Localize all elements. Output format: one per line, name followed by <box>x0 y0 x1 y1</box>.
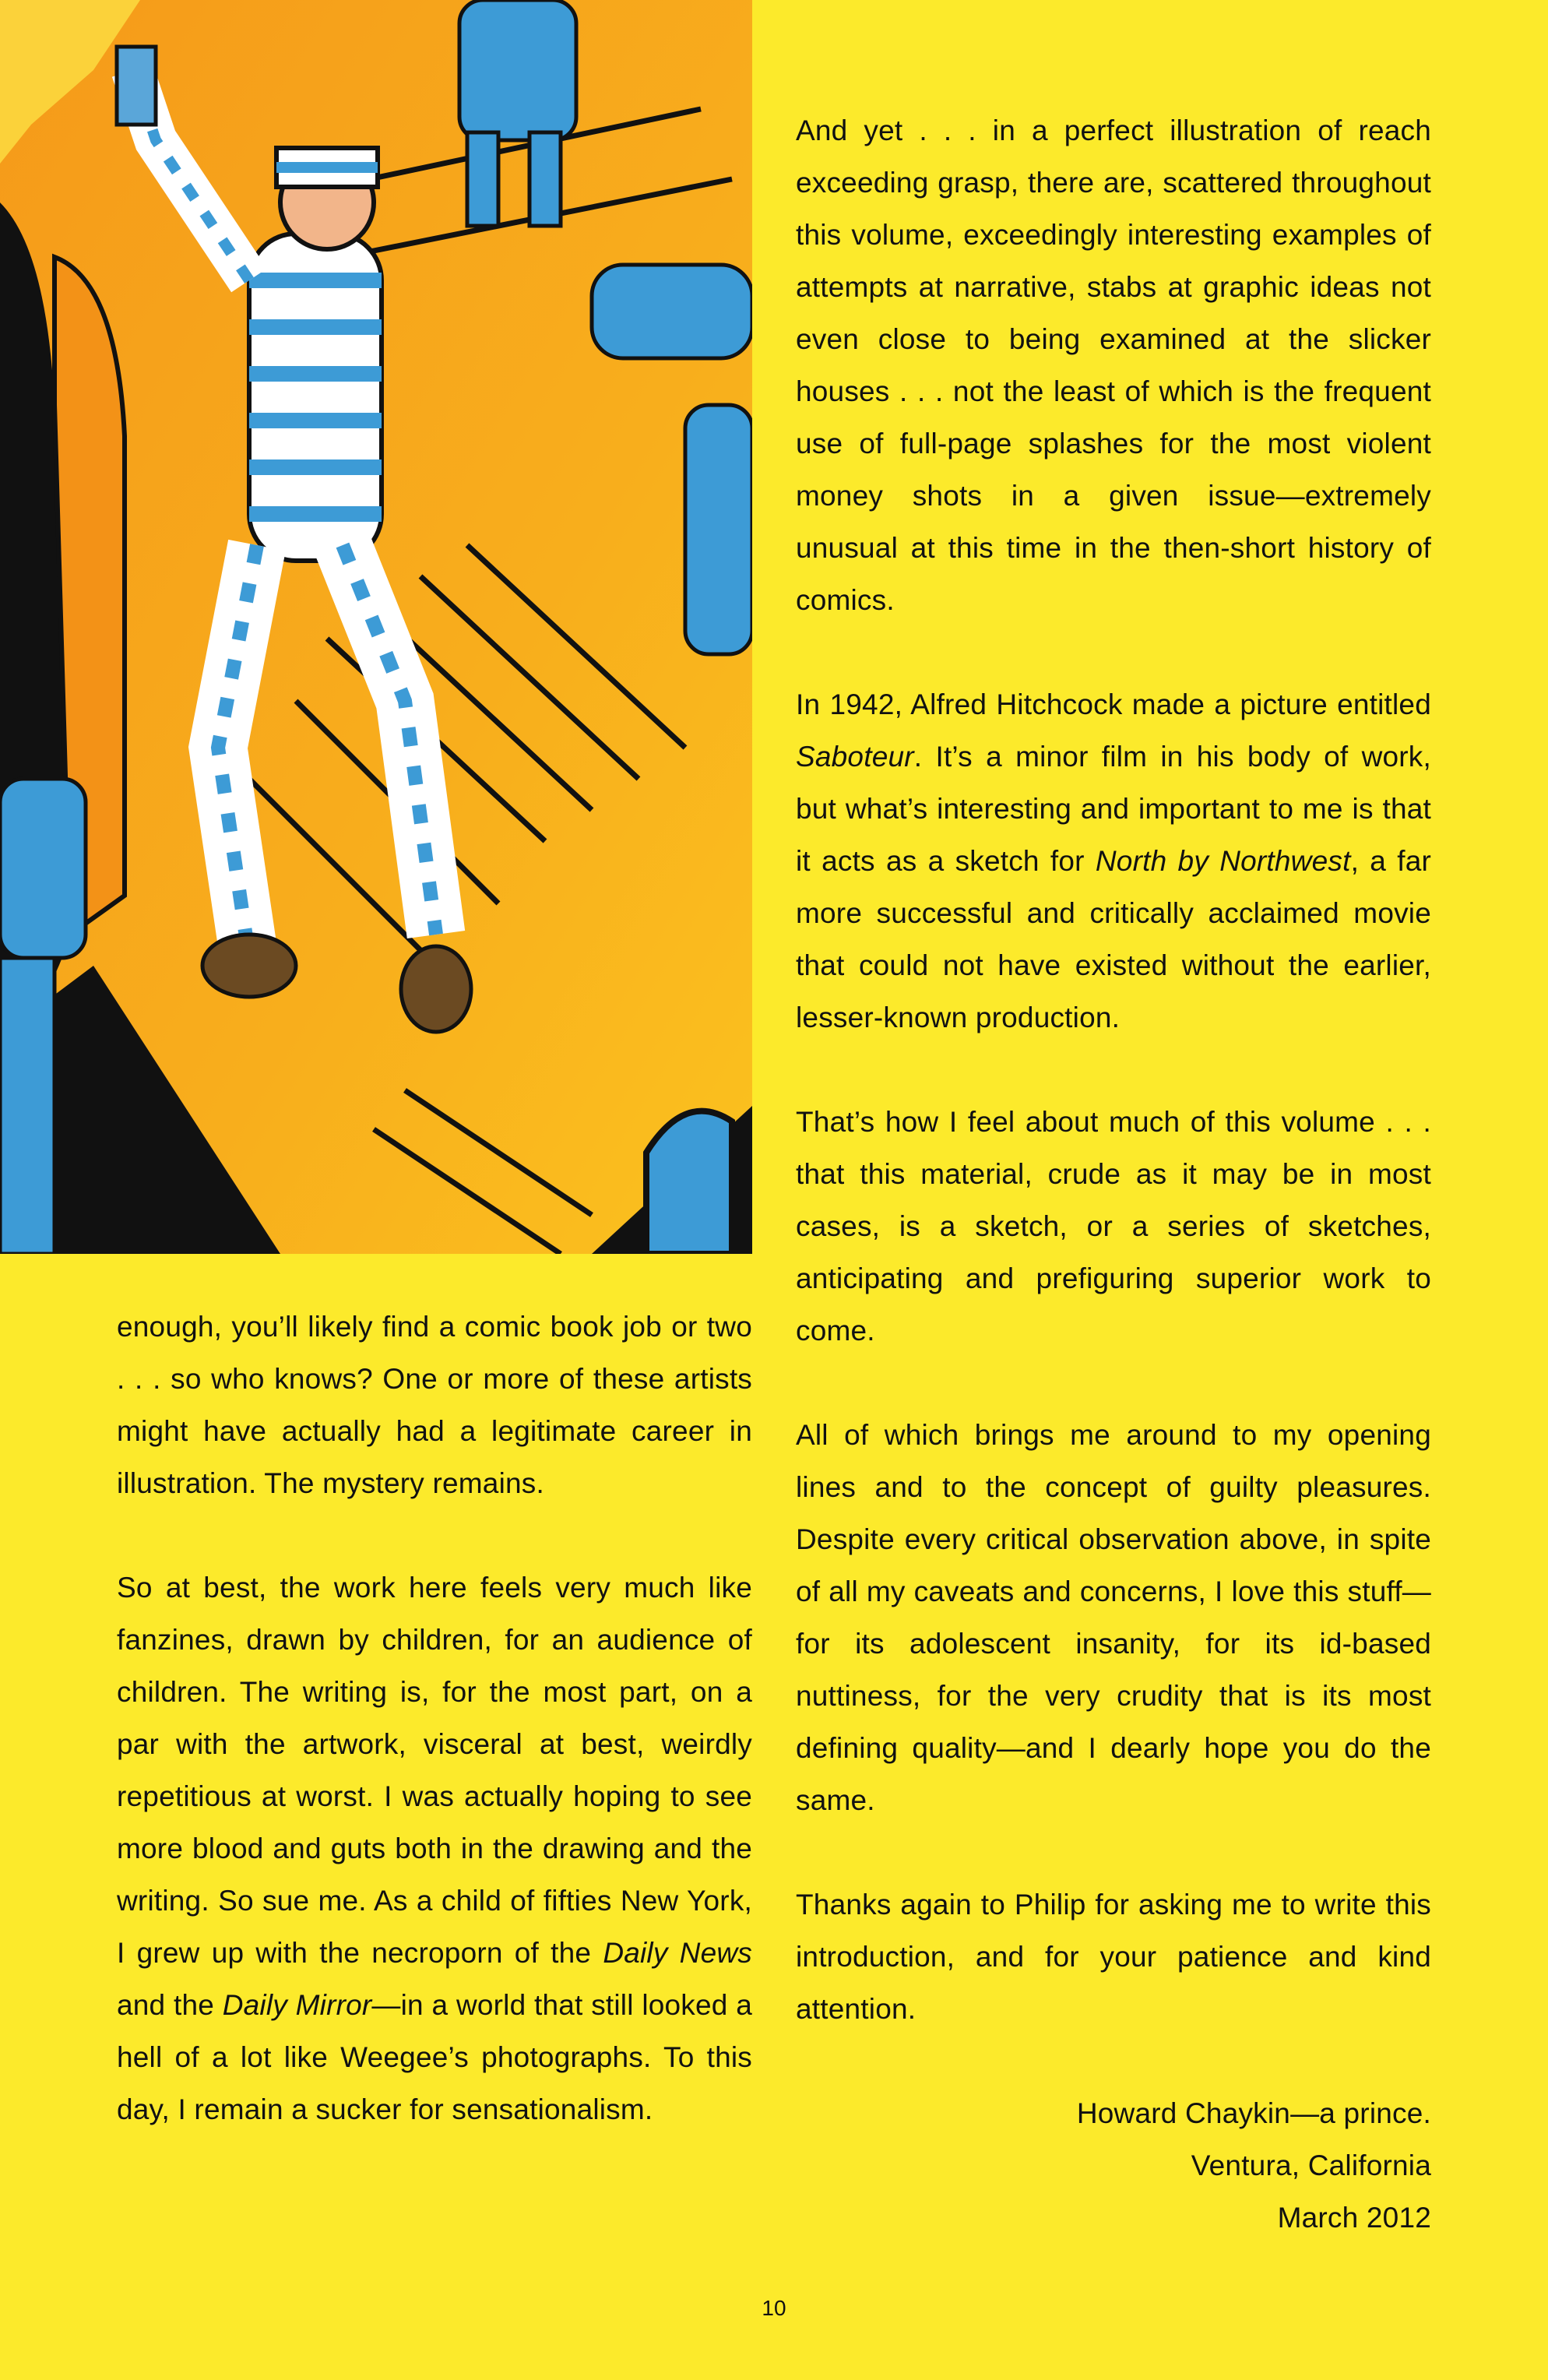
text-segment: and the <box>117 1989 223 2021</box>
location: Ventura, California <box>1191 2149 1431 2181</box>
italic-title: Daily News <box>603 1937 752 1969</box>
text-segment: Thanks again to Philip for asking me to write this introduction, and for your patience and kind attention. <box>796 1889 1431 2025</box>
comic-illustration <box>0 0 752 1254</box>
text-segment: That’s how I feel about much of this volume . . . that this material, crude as it may be in most cases, is a sketch, or a series of sketches, anticipating and prefiguring superior work to come. <box>796 1106 1431 1347</box>
paragraph <box>796 1096 1431 1357</box>
comic-art <box>0 0 752 1254</box>
paragraph <box>796 678 1431 1044</box>
italic-title: Daily Mirror <box>222 1989 372 2021</box>
text-segment: So at best, the work here feels very much like fanzines, drawn by children, for an audience of children. The writing is, for the most part, on a par with the artwork, visceral at best, weirdly repetitious at worst. I was actually hoping to see more blood and guts both in the drawing and the writing. So sue me. As a child of fifties New York, I grew up with the necroporn of the <box>117 1572 752 1969</box>
right-text-column <box>796 104 1431 2244</box>
text-segment: And yet . . . in a perfect illustration of reach exceeding grasp, there are, scattered throughout this volume, exceedingly interesting examples of attempts at narrative, stabs at graphic ideas not even close to being examined at the slicker houses . . . not the least of which is the frequent use of full-page splashes for the most violent money shots in a given issue—extremely unusual at this time in the then-short history of comics. <box>796 114 1431 616</box>
text-segment: In 1942, Alfred Hitchcock made a picture entitled <box>796 688 1431 720</box>
paragraph <box>117 1301 752 1509</box>
left-text-column <box>117 1301 752 2135</box>
paragraph <box>796 1878 1431 2035</box>
window-shape <box>646 1111 732 1254</box>
paragraph <box>117 1561 752 2135</box>
italic-title: North by Northwest <box>1095 845 1351 877</box>
italic-title: Saboteur <box>796 741 914 773</box>
text-segment: . It’s a minor film in his body of work, but what’s interesting and important to me is that it acts as a sketch for <box>796 741 1431 877</box>
text-segment: —in a world that still looked a hell of a lot like Weegee’s photographs. To this day, I remain a sucker for sensationalism. <box>117 1989 753 2125</box>
text-segment: , a far more successful and critically acclaimed movie that could not have existed without the earlier, lesser-known production. <box>796 845 1431 1033</box>
paragraph <box>796 104 1431 626</box>
page-number: 10 <box>762 2296 786 2320</box>
text-segment: enough, you’ll likely find a comic book job or two . . . so who knows? One or more of these artists might have actually had a legitimate career in illustration. The mystery remains. <box>117 1311 752 1499</box>
signoff <box>796 2087 1431 2244</box>
author-signature: Howard Chaykin—a prince. <box>1076 2097 1431 2129</box>
text-segment: All of which brings me around to my opening lines and to the concept of guilty pleasures. Despite every critical observation above, in spite of all my caveats and concerns, I love this stuff—for its adolescent insanity, for its id-based nuttiness, for the very crudity that is its most defining quality—and I dearly hope you do the same. <box>796 1419 1431 1816</box>
date: March 2012 <box>1277 2202 1431 2234</box>
paragraph <box>796 1409 1431 1826</box>
